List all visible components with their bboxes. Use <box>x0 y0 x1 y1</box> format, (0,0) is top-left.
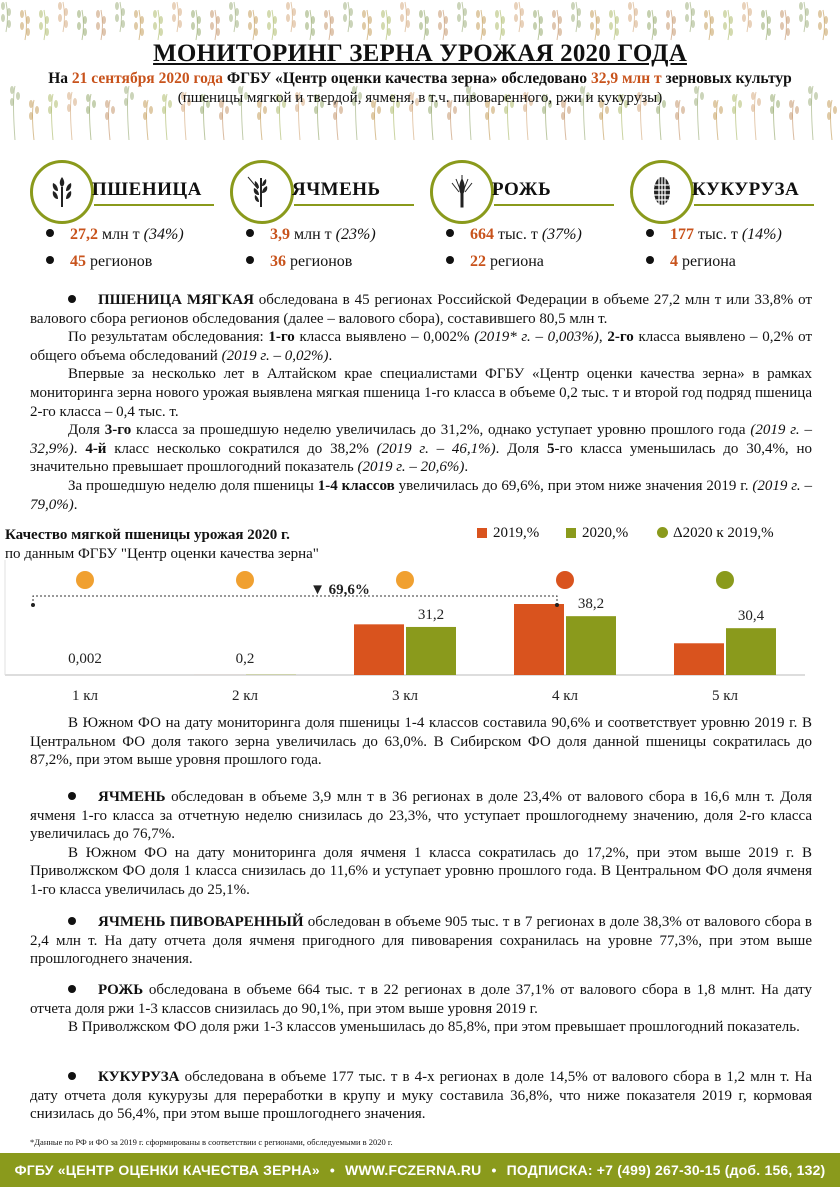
delta-marker-1 <box>76 571 94 589</box>
bracket-end-left <box>31 603 35 607</box>
crop-card-barley: ЯЧМЕНЬ 3,9 млн т (23%) 36 регионов <box>230 160 430 275</box>
report-date: 21 сентября 2020 года <box>71 70 223 87</box>
total-amount: 32,9 млн т <box>590 70 662 87</box>
corn-section: КУКУРУЗА обследована в объеме 177 тыс. т в 4-х регионах в доле 14,5% от валового сбора в 1,2 млн т. На дату отчета доля кукурузы для переработки в крупу и муку составила 36,8%, что ниже показателя 2019 г, кормовая снизилась до 56,4%, при этом выше прошлогоднего значения. <box>30 1069 812 1123</box>
data-label-2: 0,2 <box>235 651 255 667</box>
bar-2020-3 <box>406 627 456 675</box>
bar-2019-3 <box>354 624 404 675</box>
page-title: МОНИТОРИНГ ЗЕРНА УРОЖАЯ 2020 ГОДА <box>153 40 687 67</box>
footer-org: ФГБУ «ЦЕНТР ОЦЕНКИ КАЧЕСТВА ЗЕРНА» <box>14 1162 320 1178</box>
delta-marker-4 <box>556 571 574 589</box>
delta-marker-2 <box>236 571 254 589</box>
bar-2019-4 <box>514 604 564 675</box>
bracket-end-right <box>555 603 559 607</box>
barley-icon <box>230 160 294 224</box>
data-label-4: 38,2 <box>577 596 605 613</box>
wheat-section: ПШЕНИЦА МЯГКАЯ обследована в 45 регионах Российской Федерации в объеме 27,2 млн т или 33,8% от валового сбора регионов обследования (далее – валового сбора), составившего 80,5 млн т. По результатам обследования: 1-го класса выявлено – 0,002% (2019* г. – 0,003%), 2-го класса выявлено – 0,2% от общего объема обследований (2019 г. – 0,02%). Впервые за несколько лет в Алтайском крае специалистами ФГБУ «Центр оценки качества зерна» в рамках мониторинга зерна нового урожая выявлена мягкая пшеница 1-го класса в объеме 0,2 тыс. т и второй год подряд пшеница 2-го класса – 0,4 тыс. т. Доля 3-го класса за прошедшую неделю увеличилась до 31,2%, однако уступает уровню прошлого года (2019 г. – 32,9%). 4-й класс несколько сократился до 38,2% (2019 г. – 46,1%). Доля 5-го класса уменьшилась до 30,4%, но значительно превышает прошлогодний показатель (2019 г. – 20,6%). За прошедшую неделю доля пшеницы 1-4 классов увеличилась до 69,6%, при этом ниже значения 2019 г. (2019 г. – 79,0%). <box>30 292 813 513</box>
tick-label-1: 1 кл <box>71 688 99 704</box>
data-label-1: 0,002 <box>68 651 102 667</box>
tick-label-4: 4 кл <box>551 688 579 704</box>
bar-2020-5 <box>726 628 776 675</box>
wheat-regions-section: В Южном ФО на дату мониторинга доля пшеницы 1-4 классов составила 90,6% и соответствует уровню 2019 г. В Центральном ФО доля такого зерна увеличилась до 63,0%. В Сибирском ФО доля данной пшеницы сократилась до 87,2%, при этом выше уровня прошлого года. <box>30 715 812 769</box>
crop-card-rye: РОЖЬ 664 тыс. т (37%) 22 региона <box>430 160 630 275</box>
barley-section: ЯЧМЕНЬ обследован в объеме 3,9 млн т в 36 регионах в доле 23,4% от валового сбора в 16,6 млн т. Доля ячменя 1-го класса за отчетную неделю снизилась до 23,3%, что уступает прошлогоднему значению, доля 2-го класса увеличилась до 76,7%. В Южном ФО на дату мониторинга доля ячменя 1 класса сократилась до 17,2%, при этом выше 2019 г. В Приволжском ФО доля 1 класса снизилась до 11,6% и уступает уровню прошлого года. В Центральном ФО доля ячменя 1-го класса увеличилась до 25,1%. <box>30 789 812 898</box>
corn-icon <box>630 160 694 224</box>
malting-barley-section: ЯЧМЕНЬ ПИВОВАРЕННЫЙ обследован в объеме 905 тыс. т в 7 регионах в доле 38,3% от валового сбора в 2,4 млн т. На дату отчета доля ячменя пригодного для пивоварения сохранилась на уровне 77,3%, при этом выше прошлогоднего значения. <box>30 914 812 968</box>
crop-card-corn: КУКУРУЗА 177 тыс. т (14%) 4 региона <box>630 160 830 275</box>
footer-site-link[interactable]: WWW.FCZERNA.RU <box>344 1162 482 1178</box>
tick-label-2: 2 кл <box>231 688 259 704</box>
annotation-bracket <box>33 596 557 605</box>
delta-marker-5 <box>716 571 734 589</box>
chart-subtitle: по данным ФГБУ "Центр оценки качества зерна" <box>5 546 319 562</box>
tick-label-5: 5 кл <box>711 688 739 704</box>
data-label-3: 31,2 <box>417 606 445 623</box>
footer-subscribe: ПОДПИСКА: +7 (499) 267-30-15 (доб. 156, 132) <box>506 1162 826 1178</box>
legend-2019: 2019,% <box>477 525 539 542</box>
bar-2020-4 <box>566 616 616 675</box>
delta-marker-3 <box>396 571 414 589</box>
footer-bar: ФГБУ «ЦЕНТР ОЦЕНКИ КАЧЕСТВА ЗЕРНА» • WWW.FCZERNA.RU • ПОДПИСКА: +7 (499) 267-30-15 (доб. 156, 132) <box>0 1153 840 1187</box>
page-subtitle-detail: (пшеницы мягкой и твердой, ячменя, в т.ч. пивоваренного, ржи и кукурузы) <box>177 90 663 106</box>
chart-title: Качество мягкой пшеницы урожая 2020 г. <box>5 527 290 543</box>
annotation-label: ▼ 69,6% <box>310 582 370 598</box>
page-subtitle: На 21 сентября 2020 года ФГБУ «Центр оценки качества зерна» обследовано 32,9 млн т зерновых культур <box>48 70 792 87</box>
legend-2020: 2020,% <box>566 525 628 542</box>
footnote: *Данные по РФ и ФО за 2019 г. сформированы в соответствии с регионами, обследуемыми в 2020 г. <box>30 1137 393 1147</box>
bar-2019-5 <box>674 643 724 675</box>
wheat-icon <box>30 160 94 224</box>
crop-card-wheat: ПШЕНИЦА 27,2 млн т (34%) 45 регионов <box>30 160 230 275</box>
wheat-quality-chart <box>0 560 840 710</box>
rye-section: РОЖЬ обследована в объеме 664 тыс. т в 22 регионах в доле 37,1% от валового сбора в 1,8 млнт. На дату отчета доля ржи 1-3 классов снизилась до 90,1%, при этом выше уровня 2019 г. В Приволжском ФО доля ржи 1-3 классов уменьшилась до 85,8%, при этом превышает прошлогодний показатель. <box>30 982 812 1036</box>
tick-label-3: 3 кл <box>391 688 419 704</box>
data-label-5: 30,4 <box>737 608 765 625</box>
rye-icon <box>430 160 494 224</box>
legend-delta: Δ2020 к 2019,% <box>657 525 774 542</box>
